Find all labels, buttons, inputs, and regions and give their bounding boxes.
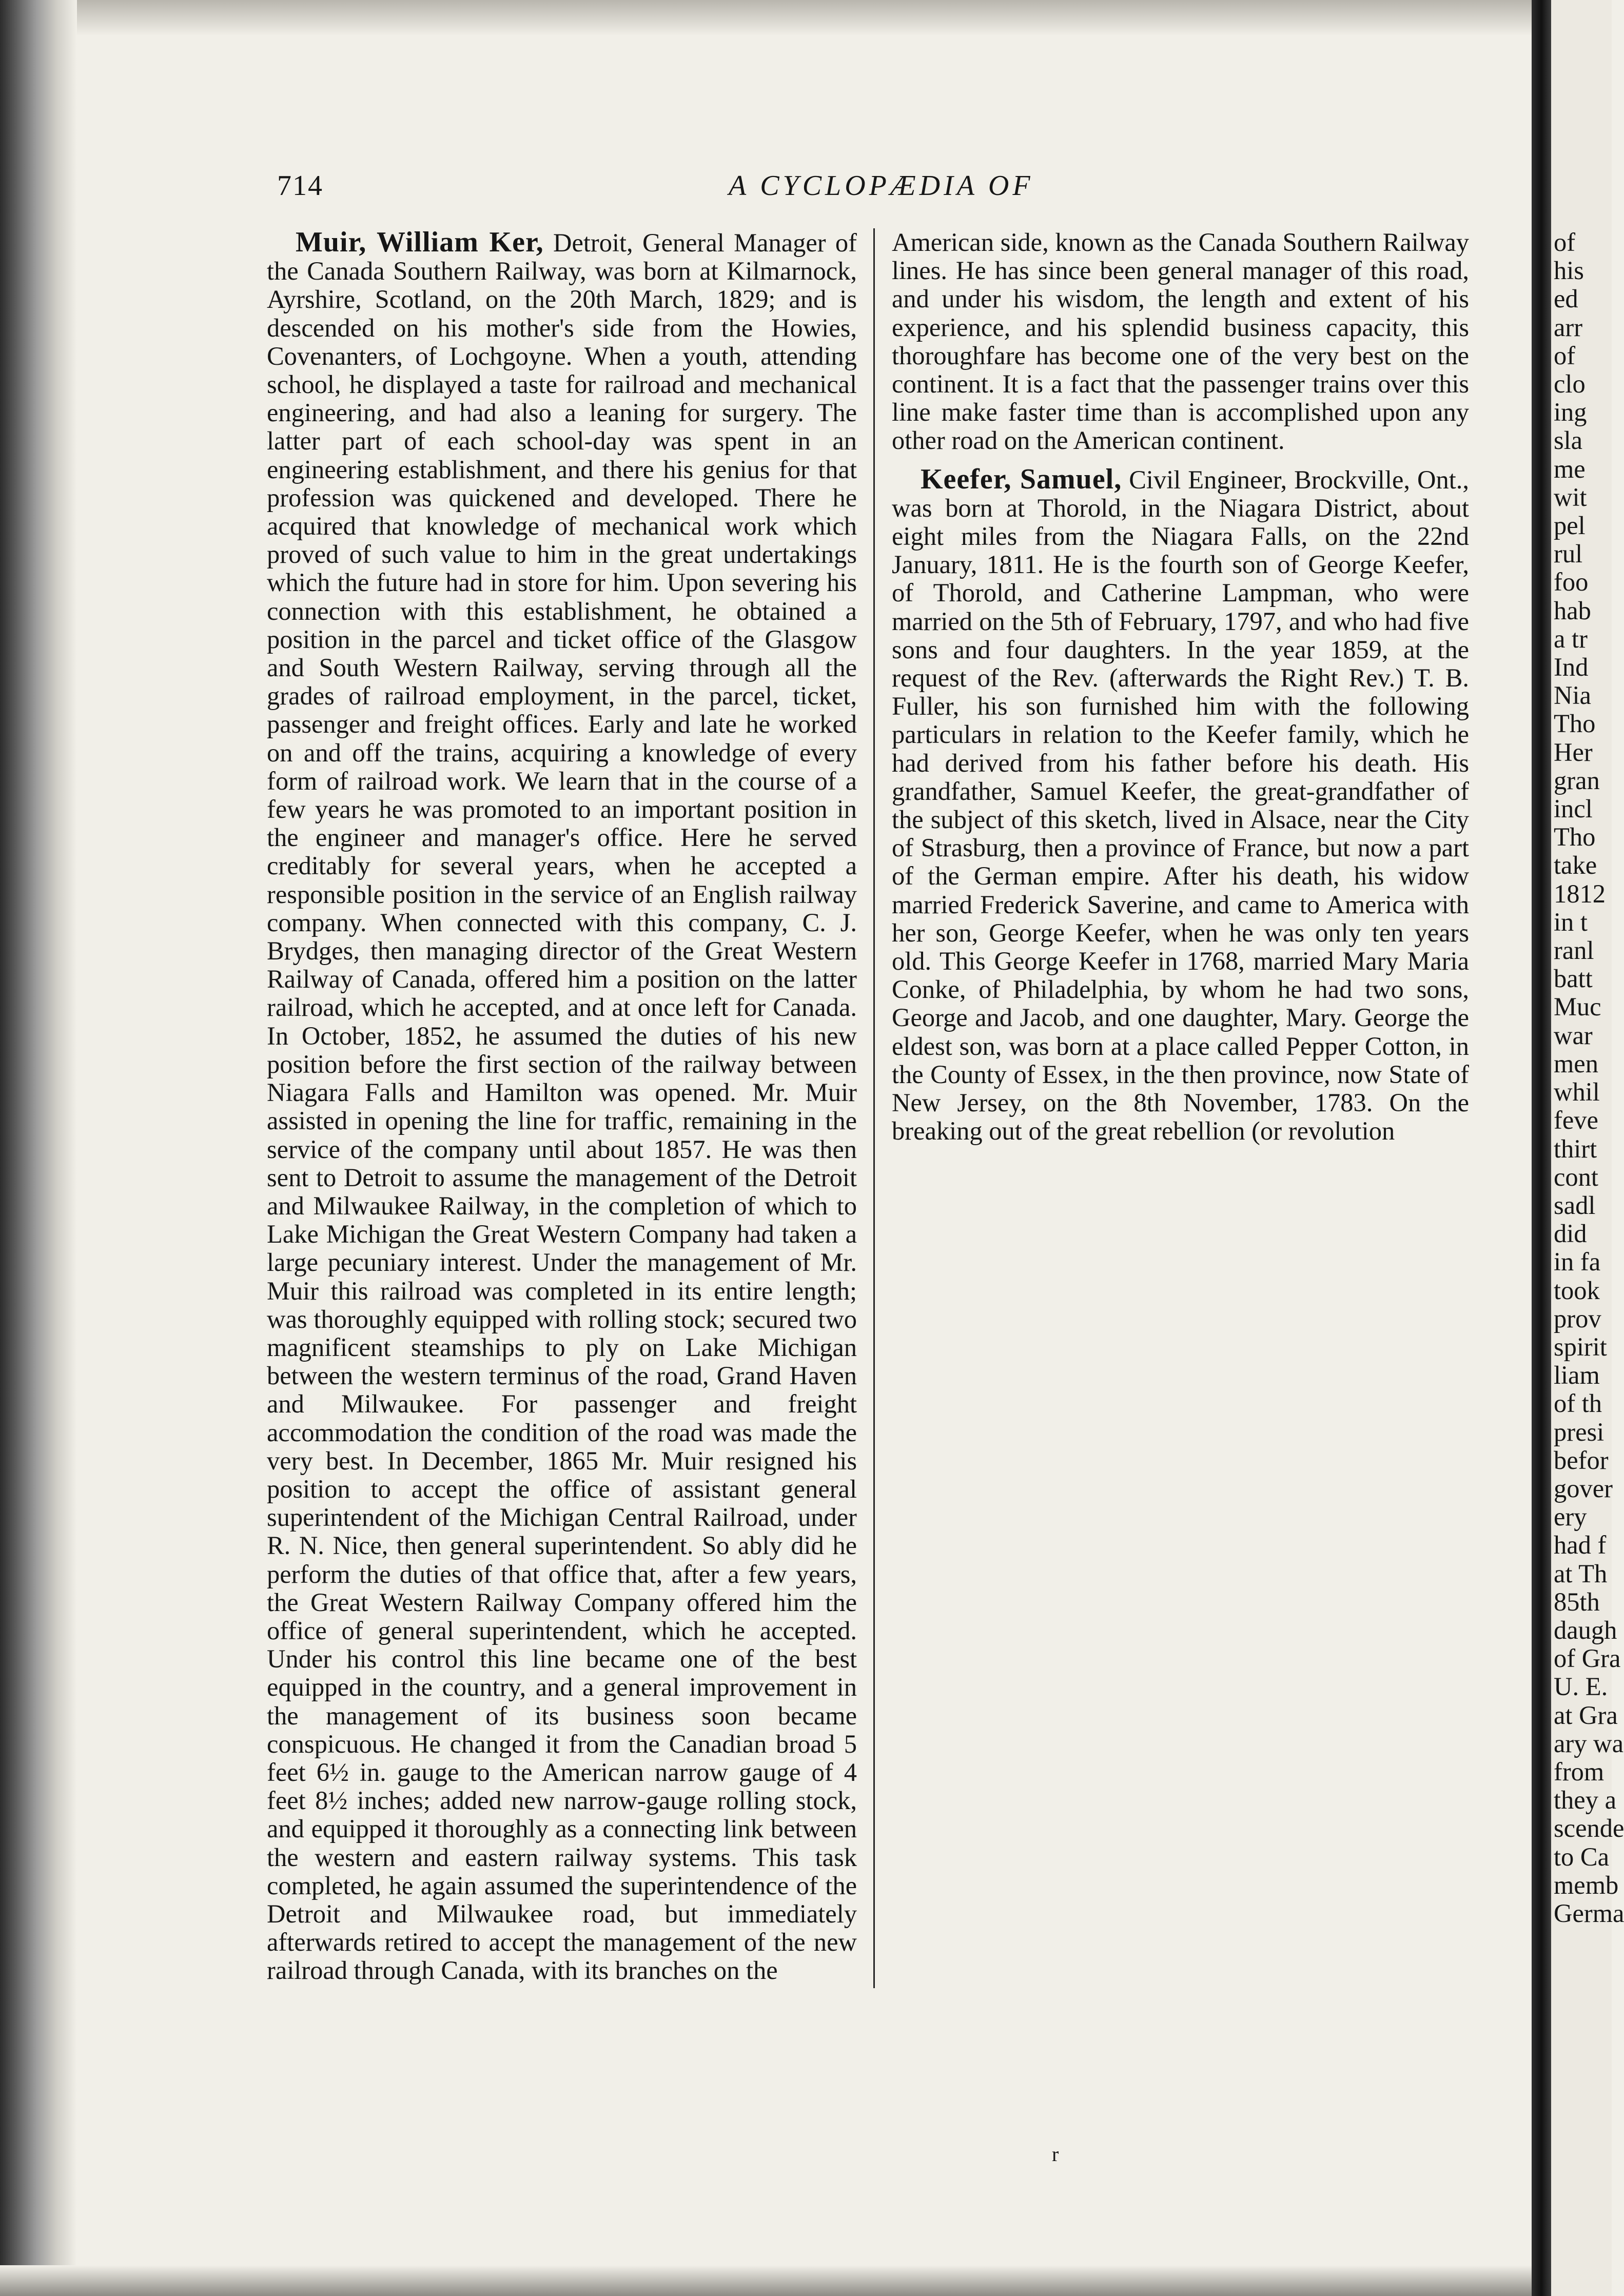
next-page-line: prov <box>1554 1304 1601 1333</box>
next-page-line: of th <box>1554 1389 1602 1418</box>
right-column <box>892 228 1469 1993</box>
next-page-line: ary wa <box>1554 1729 1623 1758</box>
next-page-line: Germa <box>1554 1898 1624 1928</box>
next-page-line: wit <box>1554 482 1587 512</box>
next-page-line: Her <box>1554 737 1593 767</box>
left-column <box>267 228 857 1993</box>
next-page-line: men <box>1554 1049 1598 1078</box>
next-page-line: Tho <box>1554 822 1596 852</box>
next-page-line: his <box>1554 256 1584 285</box>
next-page-line: presi <box>1554 1417 1605 1446</box>
next-page-line: Ind <box>1554 653 1589 682</box>
next-page-line: Nia <box>1554 681 1591 710</box>
next-page-line: pel <box>1554 511 1586 540</box>
next-page-line: befor <box>1554 1445 1609 1475</box>
scan-top-edge <box>0 0 1612 36</box>
scan-bottom-edge <box>0 2265 1612 2296</box>
next-page-line: ed <box>1554 284 1578 313</box>
next-page-line: Muc <box>1554 992 1601 1022</box>
next-page-line: ranl <box>1554 936 1594 965</box>
entry-name-muir: Muir, William Ker, <box>296 226 544 258</box>
next-page-line: rul <box>1554 539 1583 568</box>
entry-keefer <box>892 465 1469 1146</box>
running-title: A CYCLOPÆDIA OF <box>729 170 1034 202</box>
next-page-line: memb <box>1554 1870 1619 1899</box>
next-page-line: ing <box>1554 398 1587 427</box>
next-page-line: sadl <box>1554 1190 1596 1220</box>
next-page-line: of <box>1554 341 1576 370</box>
book-gutter <box>1532 0 1551 2296</box>
entry-name-keefer: Keefer, Samuel, <box>921 463 1122 495</box>
next-page-line: 85th <box>1554 1587 1600 1616</box>
page-header <box>277 169 1483 215</box>
next-page-line: thirt <box>1554 1134 1597 1163</box>
page-number: 714 <box>277 170 323 202</box>
entry-text-muir: Detroit, General Manager of the Canada Southern Railway, was born at Kilmarnock, Ayrshire, Scotland, on the 20th March, 1829; and is descended on his mother's side from the Howies, Covenanters, of Lochgoyne. When a youth, attending school, he displayed a taste for railroad and mechanical engineering, and had also a leaning for surgery. The latter part of each school-day was spent in an engineering establishment, and there his genius for that profession was quickened and developed. There he acquired that knowledge of mechanical work which proved of such value to him in the great undertakings which the future had in store for him. Upon severing his connection with this establishment, he obtained a position in the parcel and ticket office of the Glasgow and South Western Railway, serving through all the grades of railroad employment, in the parcel, ticket, passenger and freight offices. Early and late he worked on and off the trains, acquiring a knowledge of every form of railroad work. We learn that in the course of a few years he was promoted to an important position in the engineer and manager's office. Here he served creditably for several years, when he accepted a responsible position in the service of an English railway company. When connected with this company, C. J. Brydges, then managing director of the Great Western Railway of Canada, offered him a position on the latter railroad, which he accepted, and at once left for Canada. In October, 1852, he assumed the duties of his new position before the first section of the railway between Niagara Falls and Hamilton was opened. Mr. Muir assisted in opening the line for traffic, remaining in the service of the company until about 1857. He was then sent to Detroit to assume the management of the Detroit and Milwaukee Railway, in the completion of which to Lake Michigan the Great Western Company had taken a large pecuniary interest. Under the management of Mr. Muir this railroad was completed in its entire length; was thoroughly equipped with rolling stock; secured two magnificent steamships to ply on Lake Michigan between the western terminus of the road, Grand Haven and Milwaukee. For passenger and freight accommodation the condition of the road was made the very best. In December, 1865 Mr. Muir resigned his position to accept the office of assistant general superintendent of the Michigan Central Railroad, under R. N. Nice, then general superintendent. So ably did he perform the duties of that office that, after a few years, the Great Western Railway Company offered him the office of general superintendent, which he accepted. Under his control this line became one of the best equipped in the country, and a general improvement in the management of its business soon became conspicuous. He changed it from the Canadian broad 5 feet 6½ in. gauge to the American narrow gauge of 4 feet 8½ inches; added new narrow-gauge rolling stock, and equipped it thoroughly as a connecting link between the western and eastern railway systems. This task completed, he again assumed the superintendence of the Detroit and Milwaukee road, but immediately afterwards retired to accept the management of the new railroad through Canada, with its branches on the <box>267 228 857 1985</box>
next-page-line: took <box>1554 1275 1600 1305</box>
next-page-line: in t <box>1554 907 1588 936</box>
next-page-line: feve <box>1554 1106 1598 1135</box>
next-page-line: Tho <box>1554 709 1596 738</box>
scan-left-shadow <box>0 0 77 2296</box>
next-page-line: did <box>1554 1219 1587 1248</box>
column-divider <box>873 228 875 1988</box>
next-page-line: in fa <box>1554 1247 1601 1277</box>
next-page-line: clo <box>1554 369 1586 399</box>
next-page-line: daugh <box>1554 1615 1617 1644</box>
next-page-line: liam <box>1554 1361 1600 1390</box>
next-page-line: whil <box>1554 1077 1600 1107</box>
next-page-line: they a <box>1554 1785 1616 1815</box>
next-page-line: spirit <box>1554 1332 1607 1361</box>
footer-mark: r <box>1052 2143 1059 2166</box>
next-page-line: hab <box>1554 596 1591 625</box>
entry-muir <box>267 228 857 1985</box>
next-page-line: had f <box>1554 1530 1607 1560</box>
next-page-line: at Th <box>1554 1559 1608 1588</box>
next-page-line: me <box>1554 454 1586 483</box>
next-page-line: to Ca <box>1554 1842 1610 1871</box>
entry-muir-continued: American side, known as the Canada Southern Railway lines. He has since been general manager of this road, and under his wisdom, the length and extent of his experience, and his splendid business capacity, this thoroughfare has become one of the very best on the continent. It is a fact that the passenger trains over this line make faster time than is accomplished upon any other road on the American continent. <box>892 228 1469 455</box>
next-page-line: foo <box>1554 567 1589 597</box>
next-page-line: cont <box>1554 1162 1598 1191</box>
next-page-column-fragments <box>1554 228 1624 1993</box>
next-page-line: 1812 <box>1554 879 1606 908</box>
next-page-line: at Gra <box>1554 1700 1618 1730</box>
next-page-line: of <box>1554 228 1576 257</box>
next-page-line: gover <box>1554 1474 1613 1503</box>
next-page-line: war <box>1554 1021 1593 1050</box>
next-page-line: U. E. <box>1554 1672 1608 1701</box>
next-page-line: take <box>1554 851 1597 880</box>
next-page-line: a tr <box>1554 624 1588 653</box>
next-page-line: from <box>1554 1757 1605 1786</box>
next-page-line: incl <box>1554 794 1593 823</box>
next-page-line: arr <box>1554 312 1583 342</box>
next-page-line: batt <box>1554 964 1593 993</box>
next-page-line: sla <box>1554 426 1583 455</box>
next-page-line: of Gra <box>1554 1644 1621 1673</box>
next-page-line: ery <box>1554 1502 1587 1532</box>
next-page-line: scende <box>1554 1814 1624 1843</box>
entry-text-keefer: Civil Engineer, Brockville, Ont., was born at Thorold, in the Niagara District, about eight miles from the Niagara Falls, on the 22nd January, 1811. He is the fourth son of George Keefer, of Thorold, and Catherine Lampman, who were married on the 5th of February, 1797, and who had five sons and four daughters. In the year 1859, at the request of the Rev. (afterwards the Right Rev.) T. B. Fuller, his son furnished him with the following particulars in relation to the Keefer family, which he had derived from his father before his death. His grandfather, Samuel Keefer, the great-grandfather of the subject of this sketch, lived in Alsace, near the City of Strasburg, then a province of France, but now a part of the German empire. After his death, his widow married Frederick Saverine, and came to America with her son, George Keefer, when he was only ten years old. This George Keefer in 1768, married Mary Maria Conke, of Philadelphia, by whom he had two sons, George and Jacob, and one daughter, Mary. George the eldest son, was born at a place called Pepper Cotton, in the County of Essex, in the then province, now State of New Jersey, on the 8th November, 1783. On the breaking out of the great rebellion (or revolution <box>892 465 1469 1146</box>
next-page-line: gran <box>1554 766 1600 795</box>
